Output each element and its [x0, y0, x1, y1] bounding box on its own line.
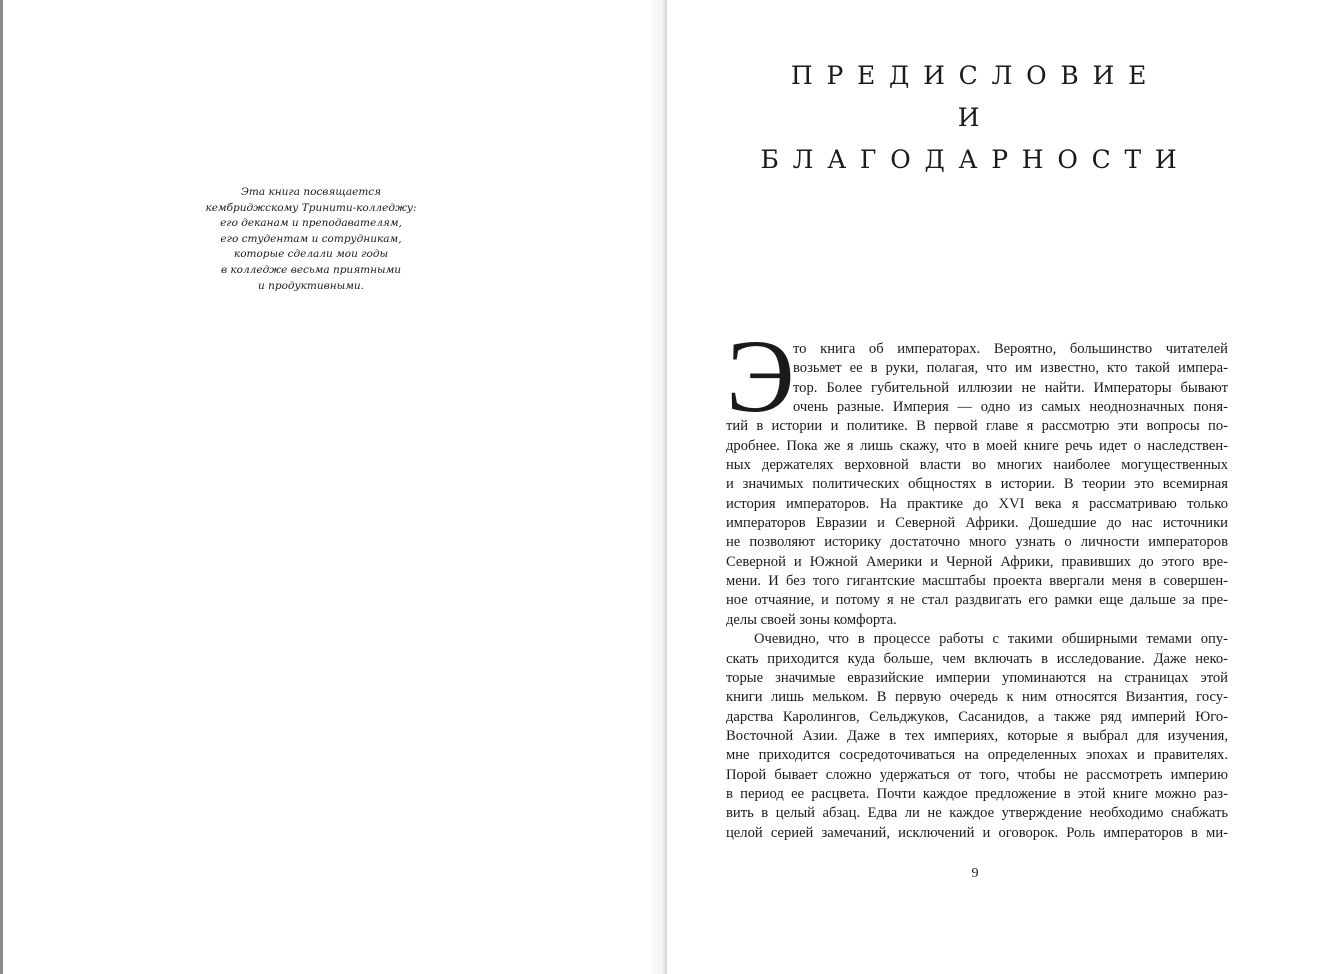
text-line: дробнее. Пока же я лишь скажу, что в моей книге речь идет о наследствен- [726, 437, 1228, 454]
text-line: целой серией замечаний, исключений и оговорок. Роль императоров в ми- [726, 824, 1228, 841]
text-line: в период ее расцвета. Почти каждое предложение в этой книге можно раз- [726, 785, 1228, 802]
chapter-title [667, 55, 1284, 181]
page-number: 9 [971, 866, 979, 881]
text-line: тий в истории и политике. В первой главе я рассмотрю эти вопросы по- [726, 418, 1228, 435]
text-line: торые значимые евразийские империи упоминаются на страницах этой [726, 669, 1228, 686]
dedication-line: которые сделали мои годы [233, 248, 389, 261]
text-line: мени. И без того гигантские масштабы проекта ввергали меня в совершен- [726, 573, 1228, 590]
text-line: ных держателях верховной власти во многих наиболее могущественных [726, 457, 1228, 474]
dedication-line: Эта книга посвящается [240, 186, 382, 198]
text-line: императоров Евразии и Северной Африки. Дошедшие до нас источники [726, 515, 1228, 532]
paragraph-1 [726, 340, 1228, 630]
dedication-line: в колледже весьма приятными [220, 263, 402, 276]
drop-cap: Э [726, 319, 795, 434]
text-line: возьмет ее в руки, полагая, что им известно, кто такой импера- [793, 360, 1228, 377]
text-line: мне приходится сосредоточиваться на определенных эпохах и правителях. [726, 747, 1228, 764]
text-line: дарства Каролингов, Сельджуков, Сасанидов, а также ряд империй Юго- [726, 708, 1228, 725]
text-line: скать приходится куда больше, чем включать в исследование. Даже неко- [726, 650, 1228, 667]
right-page [667, 0, 1330, 974]
text-line: не позволяют историку достаточно много узнать о личности императоров [726, 534, 1228, 551]
dedication-line: кембриджскому Тринити-колледжу: [205, 201, 417, 214]
text-line: ное отчаяние, и потому я не стал раздвигать его рамки еще дальше за пре- [726, 592, 1228, 609]
paragraph-2 [726, 630, 1228, 843]
text-line: Северной и Южной Америки и Черной Африки, правивших до этого вре- [726, 553, 1228, 570]
dedication [181, 185, 441, 294]
text-line: история императоров. На практике до XVI века я рассматриваю только [726, 495, 1228, 512]
text-line: Порой бывает сложно удержаться от того, чтобы не рассмотреть империю [726, 766, 1228, 783]
dedication-line: и продуктивными. [257, 279, 365, 292]
text-line: книги лишь мельком. В первую очередь к ним относятся Византия, госу- [726, 689, 1228, 706]
text-line: и значимых политических общностях в истории. В теории это всемирная [726, 476, 1228, 493]
text-line: то книга об императорах. Вероятно, большинство читателей [793, 341, 1228, 357]
text-line: очень разные. Империя — одно из самых неоднозначных поня- [793, 399, 1228, 416]
dedication-line: его студентам и сотрудникам, [220, 232, 402, 245]
text-line: делы своей зоны комфорта. [726, 611, 897, 628]
chapter-title-line: ПРЕДИСЛОВИЕ [790, 61, 1161, 90]
chapter-body [726, 340, 1228, 843]
text-line: Очевидно, что в процессе работы с такими обширными темами опу- [754, 631, 1228, 648]
dedication-line: его деканам и преподавателям, [220, 217, 402, 230]
text-line: вить в целый абзац. Едва ли не каждое утверждение необходимо снабжать [726, 805, 1228, 822]
text-line: Восточной Азии. Даже в тех империях, которые я выбрал для изучения, [726, 727, 1228, 744]
left-page [3, 0, 665, 974]
chapter-title-line: БЛАГОДАРНОСТИ [760, 145, 1191, 174]
text-line: тор. Более губительной иллюзии не найти. Императоры бывают [793, 379, 1228, 396]
chapter-title-line: И [957, 103, 994, 132]
